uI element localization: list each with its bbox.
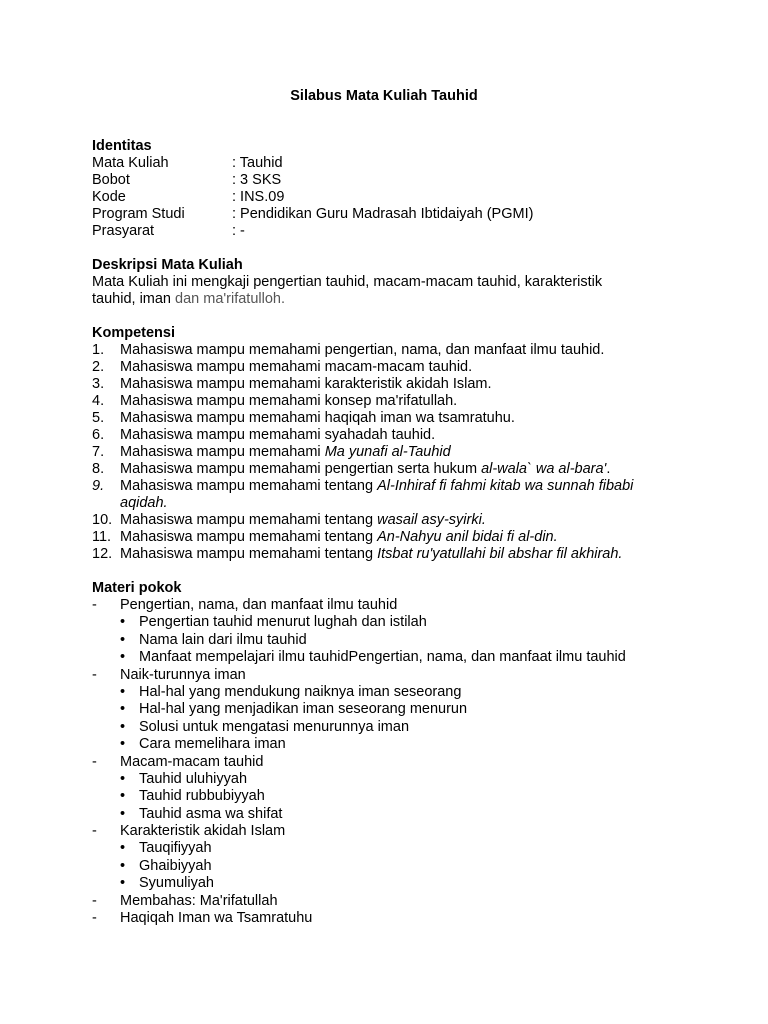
materi-bullet-text: Hal-hal yang mendukung naiknya iman seseorang (139, 683, 462, 700)
identitas-value: : 3 SKS (232, 172, 282, 188)
materi-bullet-text: Syumuliyah (139, 875, 214, 891)
kompetensi-text-italic: An-Nahyu anil bidai fi al-din. (377, 529, 558, 545)
materi-group (92, 667, 692, 684)
kompetensi-number: 2. (92, 359, 105, 375)
materi-group-title: Pengertian, nama, dan manfaat ilmu tauhid (120, 597, 398, 613)
bullet-icon: • (120, 788, 126, 804)
kompetensi-item (92, 546, 692, 563)
kompetensi-text (120, 376, 692, 393)
kompetensi-number: 9. (92, 478, 105, 494)
kompetensi-item (92, 393, 692, 410)
identitas-value: : INS.09 (232, 189, 285, 205)
kompetensi-item (92, 410, 692, 427)
materi-group (92, 597, 692, 614)
kompetensi-text (120, 478, 692, 495)
kompetensi-number: 7. (92, 444, 105, 460)
bullet-icon: • (120, 683, 126, 700)
bullet-icon: • (120, 649, 126, 665)
dash-marker: - (92, 666, 97, 683)
materi-bullet-item (120, 858, 692, 876)
kompetensi-list (92, 342, 692, 563)
dash-marker: - (92, 892, 97, 909)
kompetensi-text-italic: al-wala` wa al-bara' (481, 461, 607, 477)
kompetensi-number: 10. (92, 512, 113, 528)
materi-heading: Materi pokok (92, 580, 182, 596)
bullet-icon: • (120, 701, 126, 717)
kompetensi-text-plain: Mahasiswa mampu memahami konsep ma'rifatullah. (120, 393, 458, 409)
materi-group (92, 823, 692, 840)
materi-group-title: Macam-macam tauhid (120, 753, 264, 770)
kompetensi-text-plain: Mahasiswa mampu memahami tentang (120, 478, 378, 494)
materi-bullet-item (120, 771, 692, 789)
materi-bullet-item (120, 788, 692, 806)
kompetensi-number: 5. (92, 410, 105, 426)
kompetensi-text-plain: Mahasiswa mampu memahami karakteristik akidah Islam. (120, 376, 492, 392)
kompetensi-text (120, 495, 692, 512)
identitas-value: : Tauhid (232, 155, 283, 171)
deskripsi-line-2a: tauhid, iman (92, 291, 176, 307)
bullet-icon: • (120, 631, 126, 648)
identitas-value: : - (232, 223, 245, 239)
dash-marker: - (92, 823, 97, 839)
kompetensi-text-plain: Mahasiswa mampu memahami haqiqah iman wa tsamratuhu. (120, 410, 515, 426)
kompetensi-text (120, 444, 692, 461)
identitas-heading: Identitas (92, 138, 152, 154)
materi-bullet-item (120, 649, 692, 667)
kompetensi-number (92, 495, 120, 512)
materi-group-title: Membahas: Ma'rifatullah (120, 892, 278, 909)
kompetensi-text-plain: Mahasiswa mampu memahami macam-macam tauhid. (120, 359, 473, 375)
identitas-label: Kode (92, 189, 126, 205)
bullet-icon: • (120, 857, 126, 874)
identitas-label: Program Studi (92, 206, 185, 222)
materi-bullet-item (120, 875, 692, 893)
bullet-icon: • (120, 718, 126, 735)
identitas-row (92, 223, 692, 240)
kompetensi-item (92, 359, 692, 376)
materi-bullet-text: Tauhid rubbubiyyah (139, 788, 265, 804)
materi-bullet-item (120, 684, 692, 702)
bullet-icon: • (120, 875, 126, 891)
materi-group-title: Karakteristik akidah Islam (120, 823, 286, 839)
materi-group (92, 910, 692, 927)
identitas-table (92, 155, 692, 240)
kompetensi-text-italic: Itsbat ru'yatullahi bil abshar fil akhirah. (377, 546, 623, 562)
materi-bullet-text: Hal-hal yang menjadikan iman seseorang menurun (139, 701, 468, 717)
identitas-label: Bobot (92, 172, 130, 188)
kompetensi-text (120, 461, 692, 478)
materi-bullet-item (120, 701, 692, 719)
materi-bullet-item (120, 632, 692, 650)
deskripsi-line-1: Mata Kuliah ini mengkaji pengertian tauhid, macam-macam tauhid, karakteristik (92, 274, 603, 290)
materi-bullet-text: Tauhid asma wa shifat (139, 805, 283, 822)
kompetensi-text (120, 427, 692, 444)
kompetensi-text-plain: Mahasiswa mampu memahami tentang (120, 546, 378, 562)
kompetensi-number: 12. (92, 546, 113, 562)
kompetensi-item (92, 444, 692, 461)
kompetensi-heading: Kompetensi (92, 325, 175, 341)
kompetensi-text-plain: Mahasiswa mampu memahami (120, 444, 325, 460)
materi-bullet-text: Tauhid uluhiyyah (139, 770, 248, 787)
kompetensi-text-plain: Mahasiswa mampu memahami tentang (120, 512, 378, 528)
kompetensi-text-tail: . (606, 461, 611, 477)
kompetensi-text-plain: Mahasiswa mampu memahami syahadah tauhid. (120, 427, 436, 443)
kompetensi-item (92, 376, 692, 393)
identitas-row (92, 189, 692, 206)
kompetensi-number: 1. (92, 342, 105, 358)
kompetensi-text-plain: Mahasiswa mampu memahami pengertian serta hukum (120, 461, 482, 477)
kompetensi-text-plain: Mahasiswa mampu memahami tentang (120, 529, 378, 545)
bullet-icon: • (120, 736, 126, 752)
materi-bullet-text: Pengertian tauhid menurut lughah dan istilah (139, 614, 427, 630)
materi-group (92, 754, 692, 771)
kompetensi-text-italic: Ma yunafi al-Tauhid (324, 444, 451, 460)
identitas-row (92, 155, 692, 172)
document-title: Silabus Mata Kuliah Tauhid (290, 88, 478, 104)
materi-bullet-text: Manfaat mempelajari ilmu tauhidPengertian, nama, dan manfaat ilmu tauhid (139, 649, 626, 665)
materi-bullet-text: Ghaibiyyah (139, 857, 212, 874)
materi-list (92, 597, 692, 927)
identitas-label: Mata Kuliah (92, 155, 169, 171)
kompetensi-item (92, 495, 692, 512)
identitas-value: : Pendidikan Guru Madrasah Ibtidaiyah (PGMI) (232, 206, 534, 222)
kompetensi-text-italic: wasail asy-syirki. (377, 512, 486, 528)
document-content (92, 138, 692, 927)
kompetensi-text-plain: Mahasiswa mampu memahami pengertian, nama, dan manfaat ilmu tauhid. (120, 342, 605, 358)
materi-bullet-item (120, 736, 692, 754)
materi-bullet-item (120, 840, 692, 858)
kompetensi-item (92, 427, 692, 444)
identitas-label: Prasyarat (92, 223, 155, 239)
kompetensi-text (120, 393, 692, 410)
kompetensi-number: 4. (92, 393, 105, 409)
dash-marker: - (92, 597, 97, 613)
materi-bullet-item (120, 614, 692, 632)
kompetensi-text (120, 546, 692, 563)
kompetensi-number: 11. (92, 529, 112, 545)
deskripsi-line-2 (92, 291, 692, 308)
kompetensi-text-italic: Al-Inhiraf fi fahmi kitab wa sunnah fibabi (377, 478, 634, 494)
kompetensi-item (92, 512, 692, 529)
kompetensi-number: 3. (92, 376, 105, 392)
kompetensi-number: 6. (92, 427, 105, 443)
kompetensi-text (120, 512, 692, 529)
materi-bullet-text: Nama lain dari ilmu tauhid (139, 631, 307, 648)
kompetensi-item (92, 478, 692, 495)
kompetensi-item (92, 529, 692, 546)
deskripsi-line-2b: dan ma'rifatulloh. (175, 291, 285, 307)
bullet-icon: • (120, 614, 126, 630)
kompetensi-text (120, 529, 692, 546)
kompetensi-text (120, 342, 692, 359)
materi-bullet-text: Solusi untuk mengatasi menurunnya iman (139, 718, 410, 735)
identitas-row (92, 206, 692, 223)
kompetensi-item (92, 461, 692, 478)
kompetensi-text-italic: aqidah. (120, 495, 168, 511)
kompetensi-number: 8. (92, 461, 105, 477)
materi-bullet-item (120, 806, 692, 824)
dash-marker: - (92, 753, 97, 770)
materi-group (92, 893, 692, 910)
kompetensi-text (120, 359, 692, 376)
kompetensi-text (120, 410, 692, 427)
deskripsi-heading: Deskripsi Mata Kuliah (92, 257, 243, 273)
bullet-icon: • (120, 840, 126, 856)
materi-group-title: Haqiqah Iman wa Tsamratuhu (120, 909, 313, 926)
materi-bullet-text: Tauqifiyyah (139, 840, 212, 856)
bullet-icon: • (120, 805, 126, 822)
materi-group-title: Naik-turunnya iman (120, 666, 246, 683)
bullet-icon: • (120, 770, 126, 787)
kompetensi-item (92, 342, 692, 359)
identitas-row (92, 172, 692, 189)
materi-bullet-item (120, 719, 692, 737)
materi-bullet-text: Cara memelihara iman (139, 736, 286, 752)
dash-marker: - (92, 909, 97, 926)
